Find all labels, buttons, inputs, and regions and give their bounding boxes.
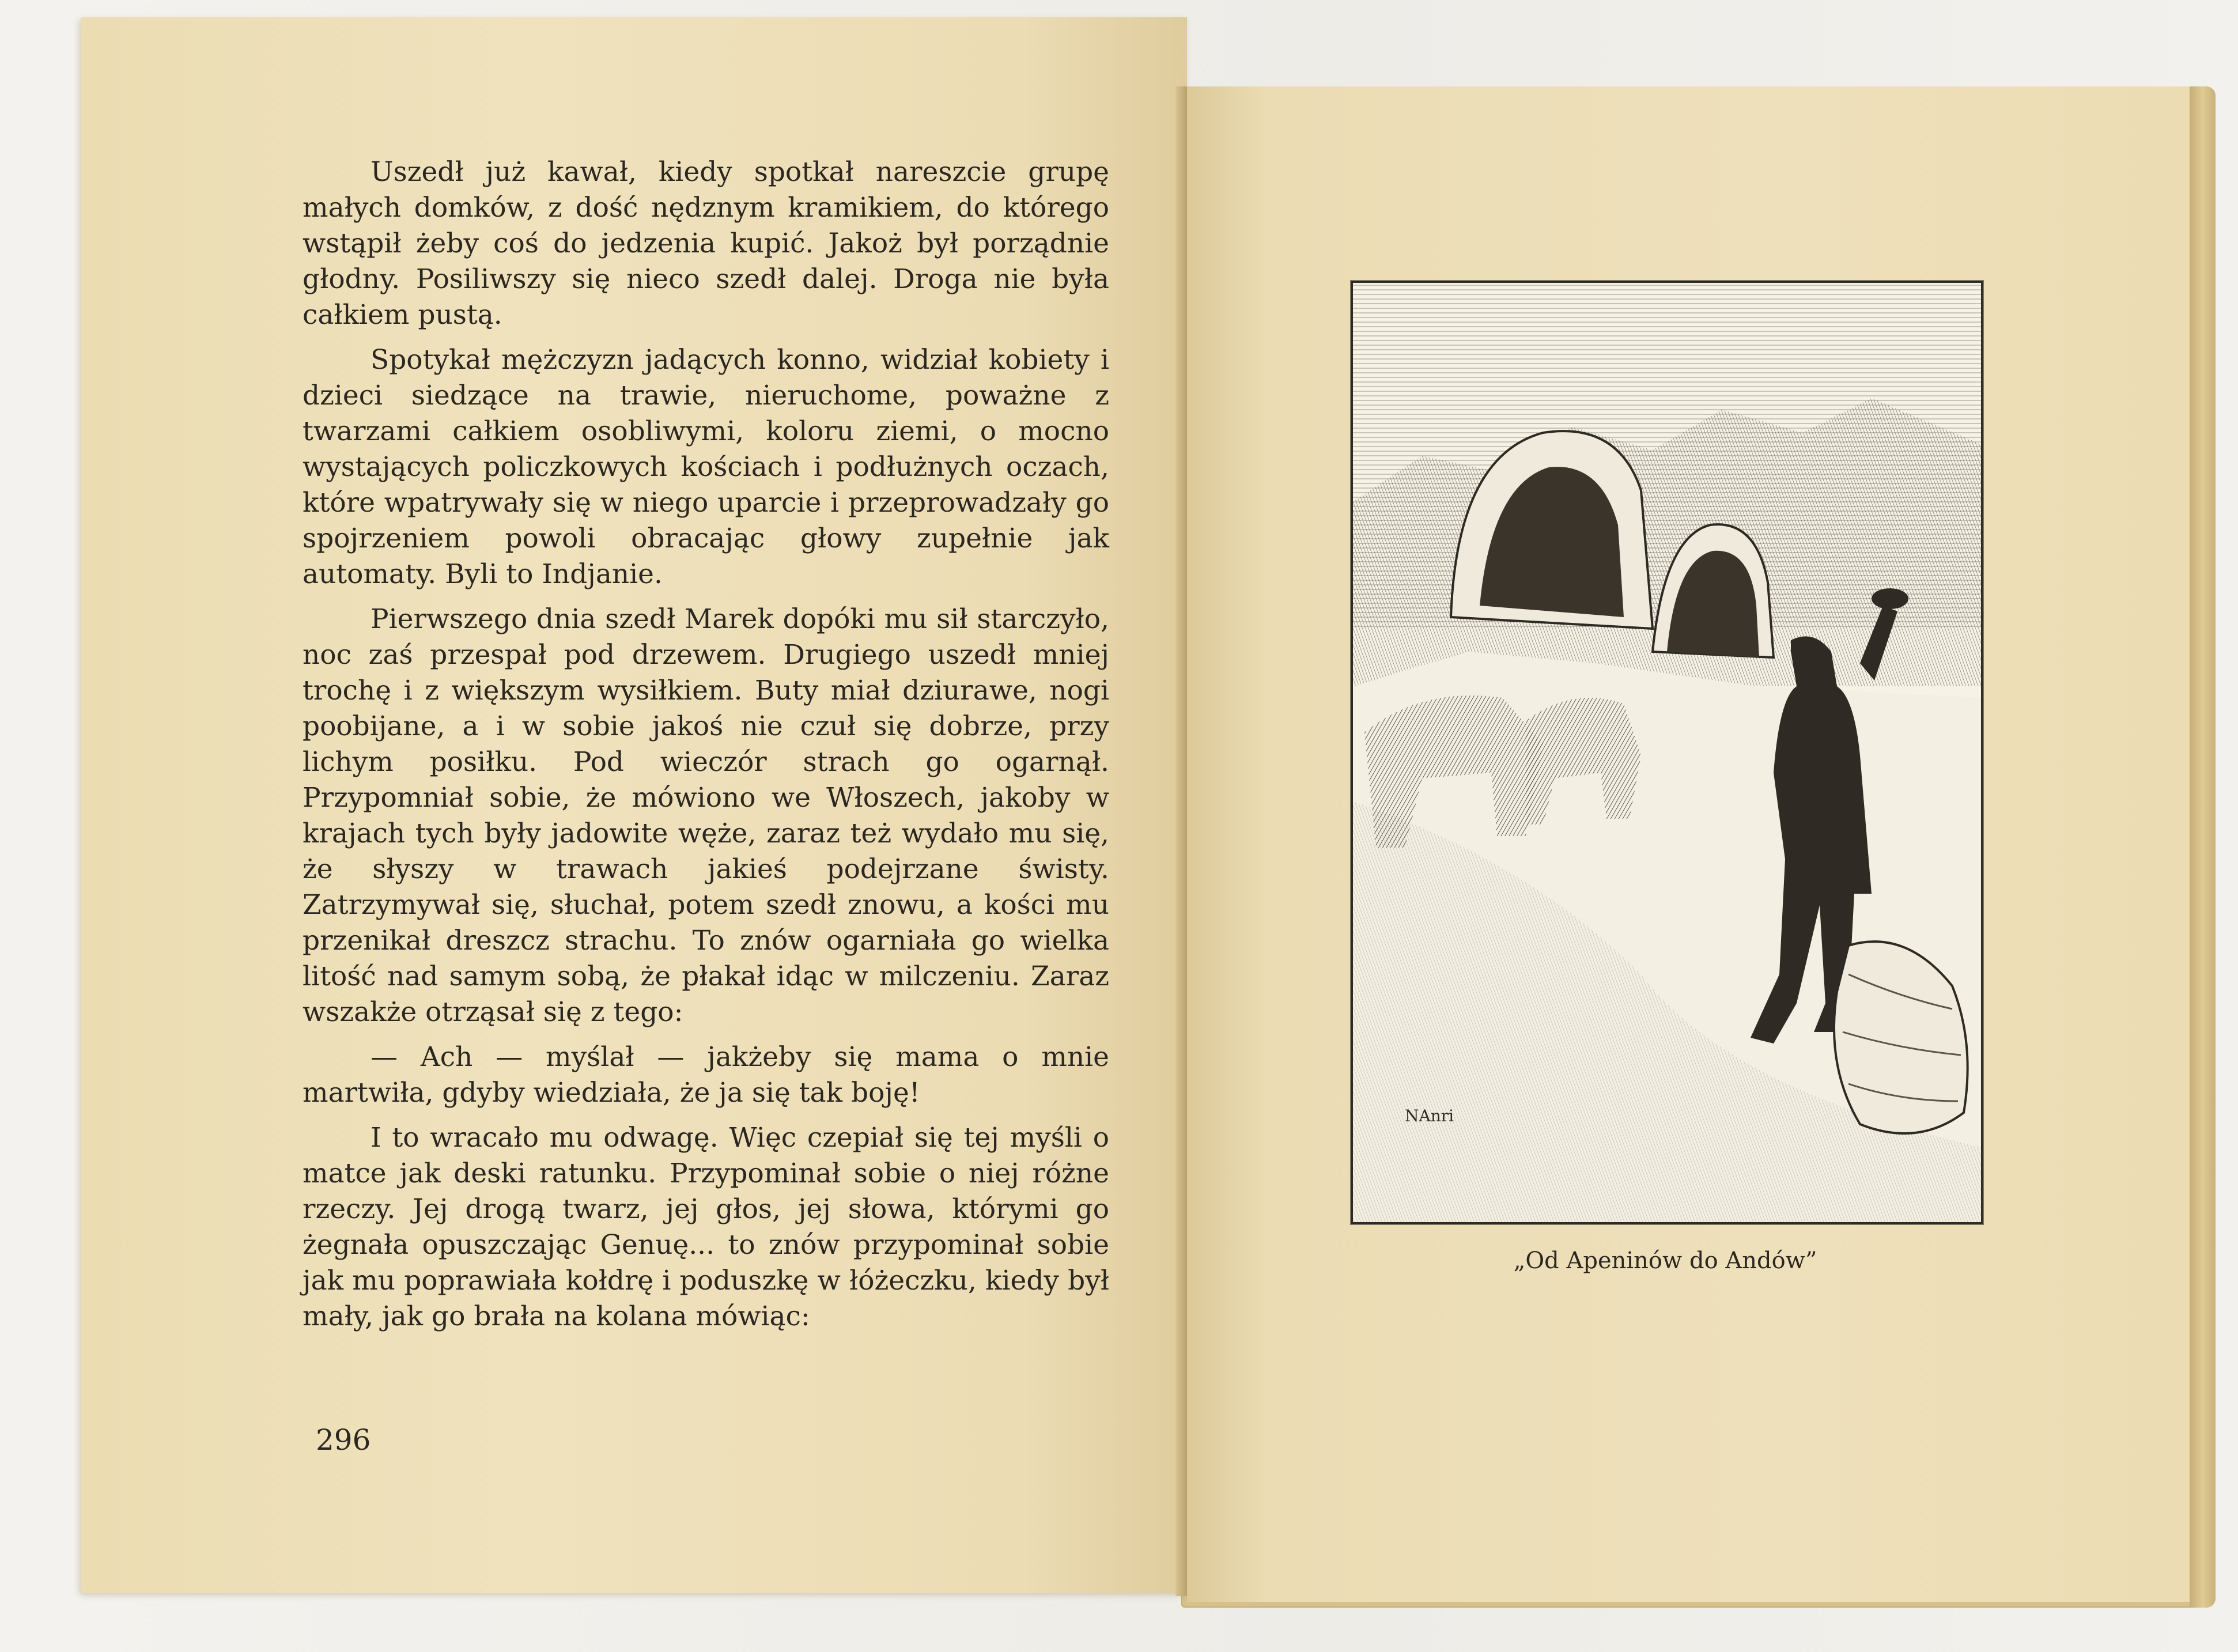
left-page-text [303, 154, 1109, 1344]
illustration-caption: „Od Apeninów do Andów” [1513, 1247, 1817, 1274]
engraving-illustration [1351, 281, 1983, 1224]
cover-edge [2190, 86, 2216, 1608]
paragraph: — Ach — myślał — jakżeby się mama o mnie martwiła, gdyby wiedziała, że ja się tak boję! [303, 1041, 1109, 1109]
paragraph: Uszedł już kawał, kiedy spotkał nareszcie grupę małych domków, z dość nędznym kramikiem, do którego wstąpił żeby coś do jedzenia kupić. Jakoż był porządnie głodny. Posiliwszy się nieco szedł dalej. Droga nie była całkiem pustą. [303, 156, 1109, 331]
paragraph: Spotykał mężczyzn jadących konno, widział kobiety i dzieci siedzące na trawie, nieruchome, poważne z twarzami całkiem osobliwymi, koloru ziemi, o mocno wystających policzkowych kościach i podłużnych oczach, które wpatrywały się w niego uparcie i przeprowadzały go spojrzeniem powoli obracając głowy zupełnie jak automaty. Byli to Indjanie. [303, 344, 1109, 590]
engraving-svg [1353, 283, 1981, 1222]
paragraph: I to wracało mu odwagę. Więc czepiał się tej myśli o matce jak deski ratunku. Przypominał sobie o niej różne rzeczy. Jej drogą twarz, jej głos, jej słowa, którymi go żegnała opuszczając Genuę... to znów przypominał sobie jak mu poprawiała kołdrę i poduszkę w łóżeczku, kiedy był mały, jak go brała na kolana mówiąc: [303, 1122, 1109, 1332]
hat [1872, 588, 1908, 609]
page-number: 296 [316, 1423, 371, 1457]
paragraph: Pierwszego dnia szedł Marek dopóki mu sił starczyło, noc zaś przespał pod drzewem. Drugiego uszedł mniej trochę i z większym wysiłkiem. Buty miał dziurawe, nogi poobijane, a i w sobie jakoś nie czuł się dobrze, przy lichym posiłku. Pod wieczór strach go ogarnął. Przypomniał sobie, że mówiono we Włoszech, jakoby w krajach tych były jadowite węże, zaraz też wydało mu się, że słyszy w trawach jakieś podejrzane świsty. Zatrzymywał się, słuchał, potem szedł znowu, a kości mu przenikał dreszcz strachu. To znów ogarniała go wielka litość nad samym sobą, że płakał idąc w milczeniu. Zaraz wszakże otrząsał się z tego: [303, 603, 1109, 1028]
engraver-signature: NAnri [1405, 1106, 1454, 1125]
